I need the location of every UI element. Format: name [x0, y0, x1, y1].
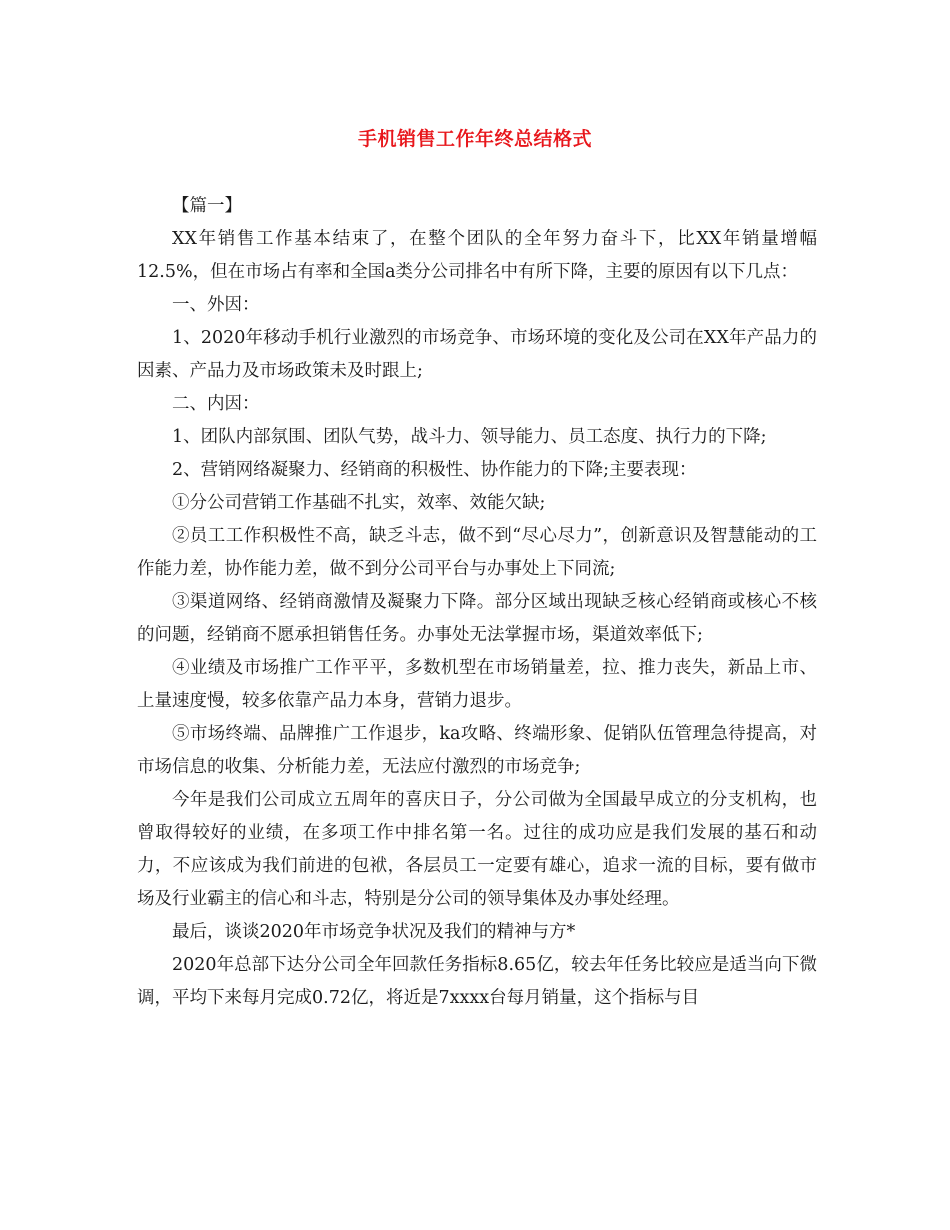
list-item-4: ④业绩及市场推广工作平平，多数机型在市场销量差，拉、推力丧失，新品上市、上量速度慢，较多依靠产品力本身，营销力退步。	[137, 658, 817, 711]
paragraph-anniversary: 今年是我们公司成立五周年的喜庆日子，分公司做为全国最早成立的分支机构，也曾取得较好的业绩，在多项工作中排名第一名。过往的成功应是我们发展的基石和动力，不应该成为我们前进的包袱，各层员工一定要有雄心，追求一流的目标，要有做市场及行业霸主的信心和斗志，特别是分公司的领导集体及办事处经理。	[137, 790, 817, 909]
section-heading-external: 一、外因：	[172, 295, 260, 315]
list-item-5: ⑤市场终端、品牌推广工作退步，ka攻略、终端形象、促销队伍管理急待提高，对市场信息的收集、分析能力差，无法应付激烈的市场竞争;	[137, 724, 817, 777]
document-title: 手机销售工作年终总结格式	[357, 128, 592, 150]
paragraph-internal-1: 1、团队内部氛围、团队气势，战斗力、领导能力、员工态度、执行力的下降;	[172, 427, 767, 447]
document-body	[137, 190, 817, 1015]
paragraph-targets: 2020年总部下达分公司全年回款任务指标8.65亿，较去年任务比较应是适当向下微调，平均下来每月完成0.72亿，将近是7xxxx台每月销量，这个指标与目	[137, 955, 817, 1008]
list-item-3: ③渠道网络、经销商激情及凝聚力下降。部分区域出现缺乏核心经销商或核心不核的问题，经销商不愿承担销售任务。办事处无法掌握市场，渠道效率低下;	[137, 592, 817, 645]
paragraph-internal-2: 2、营销网络凝聚力、经销商的积极性、协作能力的下降;主要表现：	[172, 460, 697, 480]
list-item-1: ①分公司营销工作基础不扎实，效率、效能欠缺;	[172, 493, 546, 513]
section-heading-part-one: 【篇一】	[172, 196, 242, 216]
section-heading-internal: 二、内因：	[172, 394, 260, 414]
paragraph-finally: 最后，谈谈2020年市场竞争状况及我们的精神与方*	[172, 922, 576, 942]
paragraph-external-1: 1、2020年移动手机行业激烈的市场竞争、市场环境的变化及公司在XX年产品力的因素、产品力及市场政策未及时跟上;	[137, 328, 817, 381]
list-item-2: ②员工工作积极性不高，缺乏斗志，做不到“尽心尽力”，创新意识及智慧能动的工作能力差，协作能力差，做不到分公司平台与办事处上下同流;	[137, 526, 817, 579]
paragraph-intro: XX年销售工作基本结束了，在整个团队的全年努力奋斗下，比XX年销量增幅12.5%，但在市场占有率和全国a类分公司排名中有所下降，主要的原因有以下几点：	[137, 229, 817, 282]
